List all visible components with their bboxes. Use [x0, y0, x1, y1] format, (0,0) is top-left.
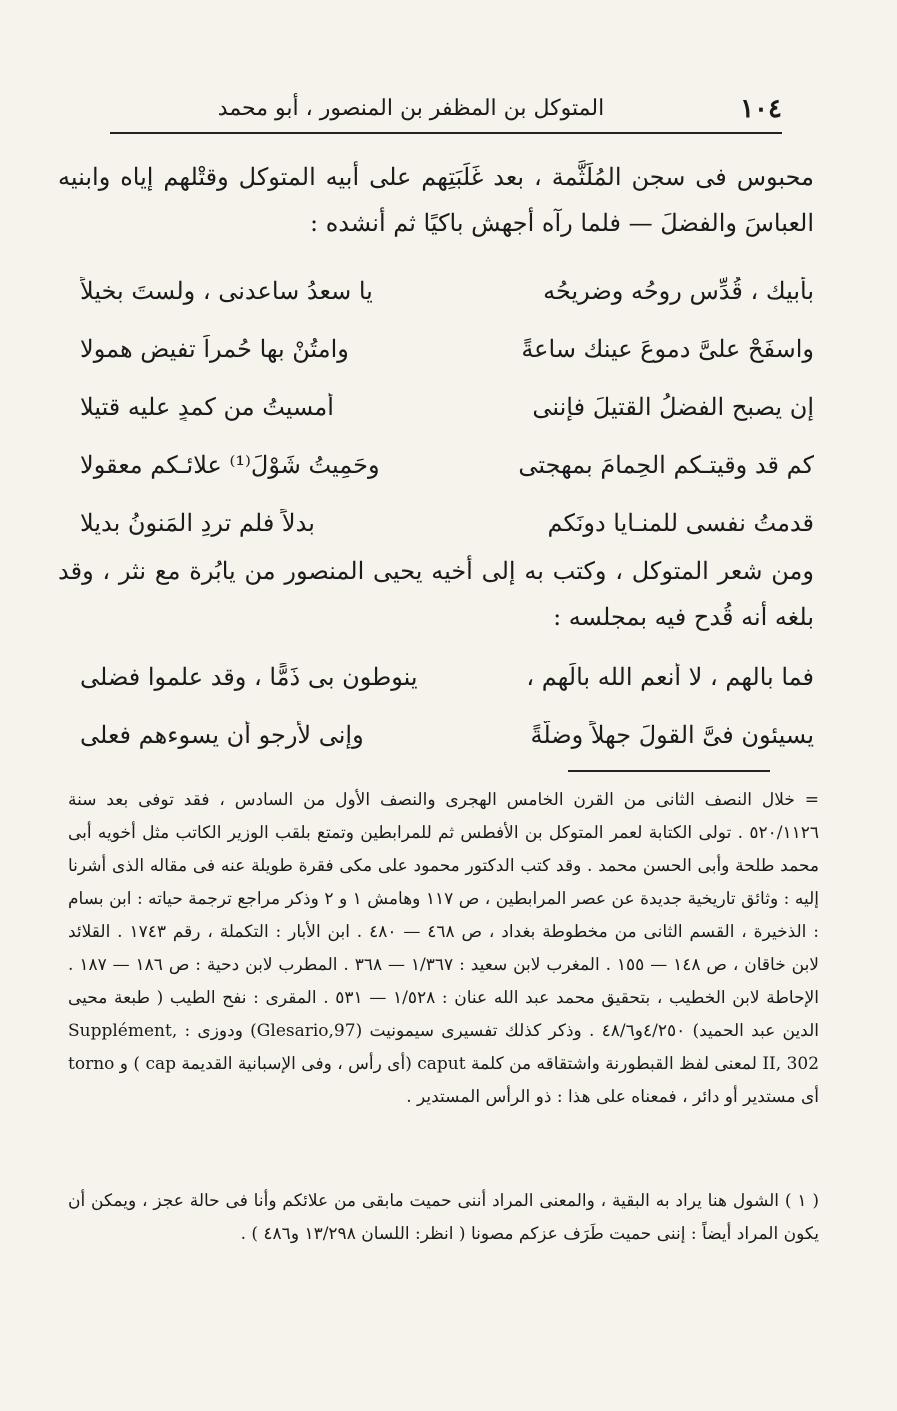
verse-second-hemistich: وإنى لأرجو أن يسوءهم فعلى	[80, 721, 364, 749]
verse-first-hemistich: كم قد وقيتـكم الحِمامَ بمهجتى	[518, 451, 814, 479]
verse-second-hemistich: أمسيتُ من كمدٍ عليه قتيلا	[80, 393, 334, 421]
verse-second-hemistich: ينوطون بى ذَمًّا ، وقد علموا فضلى	[80, 663, 418, 691]
verse-line	[80, 494, 814, 552]
verse-line	[80, 378, 814, 436]
verse-second-hemistich: يا سعدُ ساعدنى ، ولستَ بخيلاً	[80, 277, 373, 305]
intro-paragraph: محبوس فى سجن المُلَثَّمة ، بعد غَلَبَتِهم على أبيه المتوكل وقتْلهم إياه وابنيه العباسَ والفضلَ — فلما رآه أجهش باكيًا ثم أنشده :	[58, 163, 814, 237]
page-number: ١٠٤	[740, 94, 782, 124]
footnote-divider	[568, 770, 770, 772]
verse-first-hemistich: واسفَحْ علىَّ دموعَ عينك ساعةً	[521, 335, 814, 363]
running-head: المتوكل بن المظفر بن المنصور ، أبو محمد	[217, 96, 605, 121]
footnote-1: ( ١ ) الشول هنا يراد به البقية ، والمعنى المراد أننى حميت مابقى من علائكم وأنا فى حالة عجز ، ويمكن أن يكون المراد أيضاً : إننى حميت طَرَف عزكم مصونا ( انظر: اللسان ١٣/٢٩٨ و٤٨٦ ) .	[68, 1191, 819, 1244]
transition-paragraph: ومن شعر المتوكل ، وكتب به إلى أخيه يحيى المنصور من يابُرة مع نثر ، وقد بلغه أنه قُدح فيه بمجلسه :	[58, 557, 814, 631]
verse-line	[80, 706, 814, 764]
page-header	[110, 92, 782, 134]
verse-second-hemistich: بدلاً فلم ترِدِ المَنونُ بديلا	[80, 509, 315, 537]
verse-line	[80, 262, 814, 320]
poem-2	[80, 648, 814, 764]
verse-first-hemistich: فما بالهم ، لا أنعم الله بالَهم ،	[526, 663, 814, 691]
verse-line	[80, 436, 814, 494]
verse-line	[80, 648, 814, 706]
verse-second-hemistich: وامتُنْ بها حُمراً تفيض همولا	[80, 335, 349, 363]
verse-first-hemistich: بأبيك ، قُدِّس روحُه وضريحُه	[543, 277, 814, 305]
footnote-continued: = خلال النصف الثانى من القرن الخامس الهجرى والنصف الأول من السادس ، فقد توفى بعد سنة ٥٢٠/١١٢٦ . تولى الكتابة لعمر المتوكل بن الأفطس ثم للمرابطين وتمتع بلقب الوزير الكاتب مثل أخويه أبى محمد طلحة وأبى الحسن محمد . وقد كتب الدكتور محمود على مكى فقرة طويلة عنه فى مقاله الذى أشرنا إليه : وثائق تاريخية جديدة عن عصر المرابطين ، ص ١١٧ وهامش ١ و ٢ وذكر مراجع ترجمة حياته : ابن بسام : الذخيرة ، القسم الثانى من مخطوطة بغداد ، ص ٤٦٨ — ٤٨٠ . ابن الأبار : التكملة ، رقم ١٧٤٣ . القلائد لابن خاقان ، ص ١٤٨ — ١٥٥ . المغرب لابن سعيد : ١/٣٦٧ — ٣٦٨ . المطرب لابن دحية : ص ١٨٦ — ١٨٧ . الإحاطة لابن الخطيب ، بتحقيق محمد عبد الله عنان : ١/٥٢٨ — ٥٣١ . المقرى : نفح الطيب ( طبعة محيى الدين عبد الحميد) ٤/٢٥٠و٤٨/٦ . وذكر كذلك تفسيرى سيمونيت (Glesario,97) ودوزى : Supplément, II, 302 لمعنى لفظ القبطورنة واشتقاقه من كلمة caput (أى رأس ، وفى الإسبانية القديمة cap ) و torno أى مستدير أو دائر ، فمعناه على هذا : ذو الرأس المستدير .	[68, 790, 820, 1107]
verse-first-hemistich: إن يصبح الفضلُ القتيلَ فإننى	[532, 393, 814, 421]
verse-first-hemistich: قدمتُ نفسى للمنـايا دونَكم	[547, 509, 814, 537]
verse-first-hemistich: يسيئون فىَّ القولَ جهلاً وضلّةً	[530, 721, 814, 749]
verse-line	[80, 320, 814, 378]
poem-1	[80, 262, 814, 552]
verse-second-hemistich: وحَمِيتُ شَوْلَ⁽¹⁾ علائـكم معقولا	[80, 451, 380, 479]
